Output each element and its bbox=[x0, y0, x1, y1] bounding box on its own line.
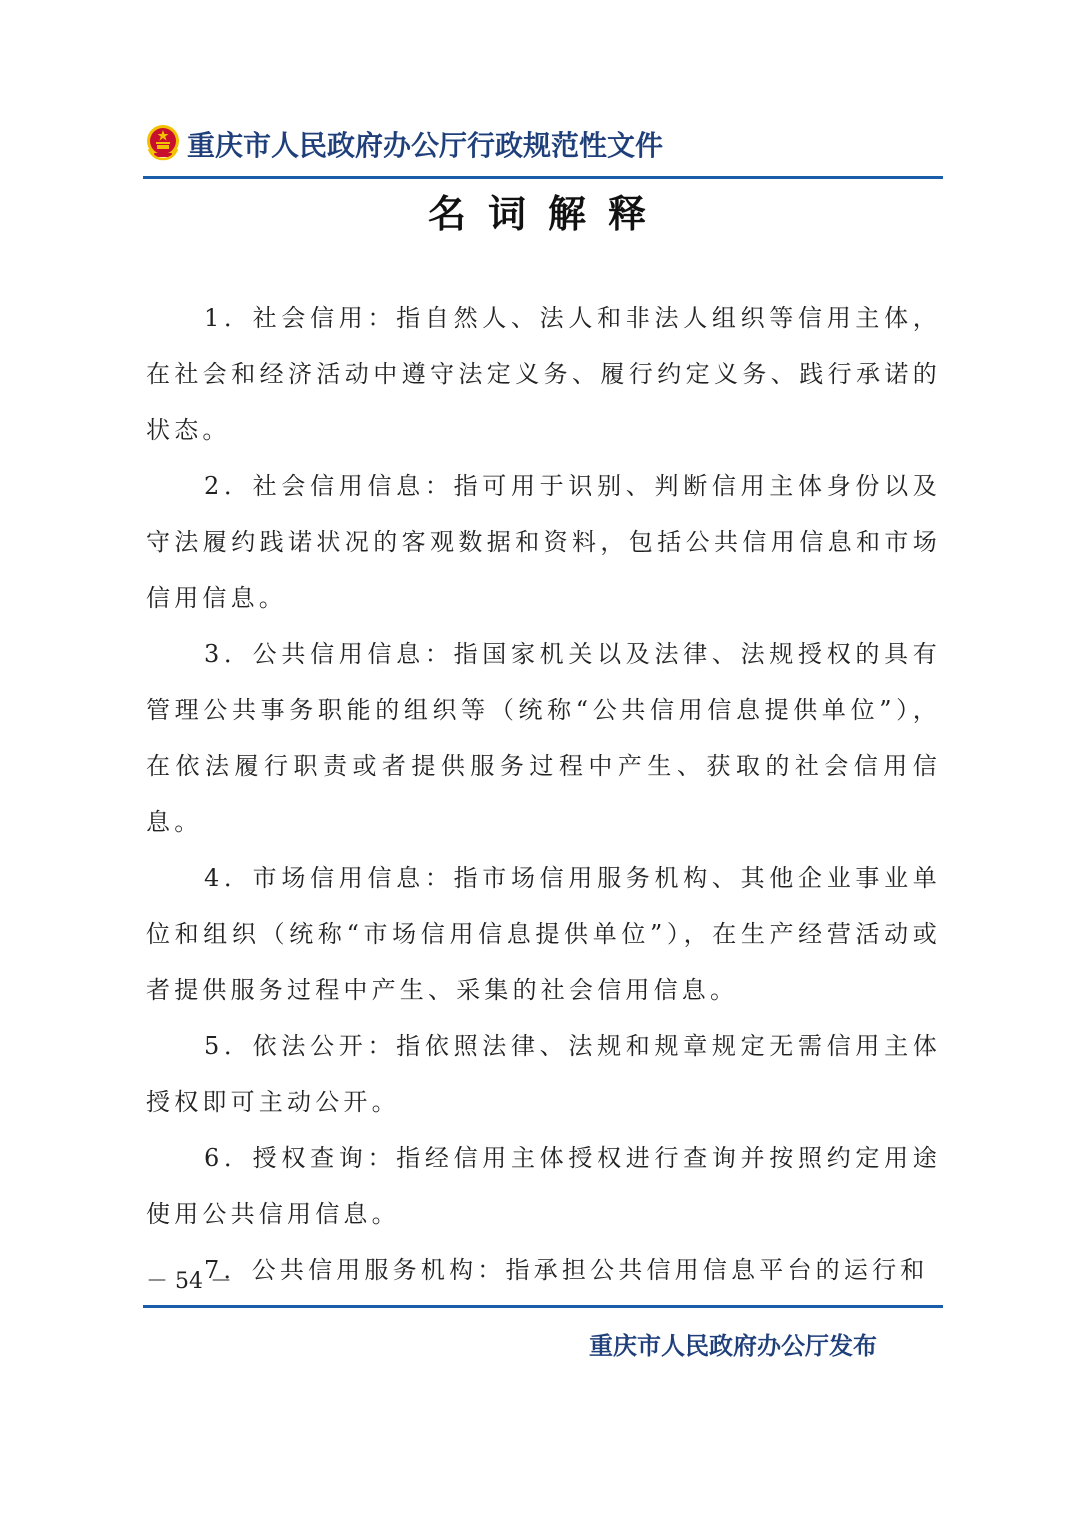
header-title: 重庆市人民政府办公厅行政规范性文件 bbox=[187, 129, 664, 162]
definition-paragraph: 6．授权查询：指经信用主体授权进行查询并按照约定用途使用公共信用信息。 bbox=[146, 1144, 941, 1228]
national-emblem-icon bbox=[145, 123, 181, 161]
definition-paragraph: 2．社会信用信息：指可用于识别、判断信用主体身份以及守法履约践诺状况的客观数据和资料，包括公共信用信息和市场信用信息。 bbox=[146, 472, 941, 612]
document-header bbox=[143, 118, 943, 178]
definition-paragraph: 4．市场信用信息：指市场信用服务机构、其他企业事业单位和组织（统称“市场信用信息提供单位”），在生产经营活动或者提供服务过程中产生、采集的社会信用信息。 bbox=[146, 864, 941, 1004]
page-title: 名词解释 bbox=[427, 191, 668, 236]
header-divider bbox=[143, 176, 943, 179]
definition-paragraph: 7．公共信用服务机构：指承担公共信用信息平台的运行和 bbox=[204, 1256, 929, 1284]
document-body bbox=[146, 290, 941, 1298]
definition-paragraph: 5．依法公开：指依照法律、法规和规章规定无需信用主体授权即可主动公开。 bbox=[146, 1032, 941, 1116]
definition-paragraph: 3．公共信用信息：指国家机关以及法律、法规授权的具有管理公共事务职能的组织等（统称“公共信用信息提供单位”），在依法履行职责或者提供服务过程中产生、获取的社会信用信息。 bbox=[146, 640, 941, 836]
definition-paragraph: 1．社会信用：指自然人、法人和非法人组织等信用主体，在社会和经济活动中遵守法定义务、履行约定义务、践行承诺的状态。 bbox=[146, 304, 941, 444]
page-number: － 54 － bbox=[146, 1269, 232, 1294]
publisher-label: 重庆市人民政府办公厅发布 bbox=[589, 1332, 877, 1360]
footer-divider bbox=[143, 1305, 943, 1308]
